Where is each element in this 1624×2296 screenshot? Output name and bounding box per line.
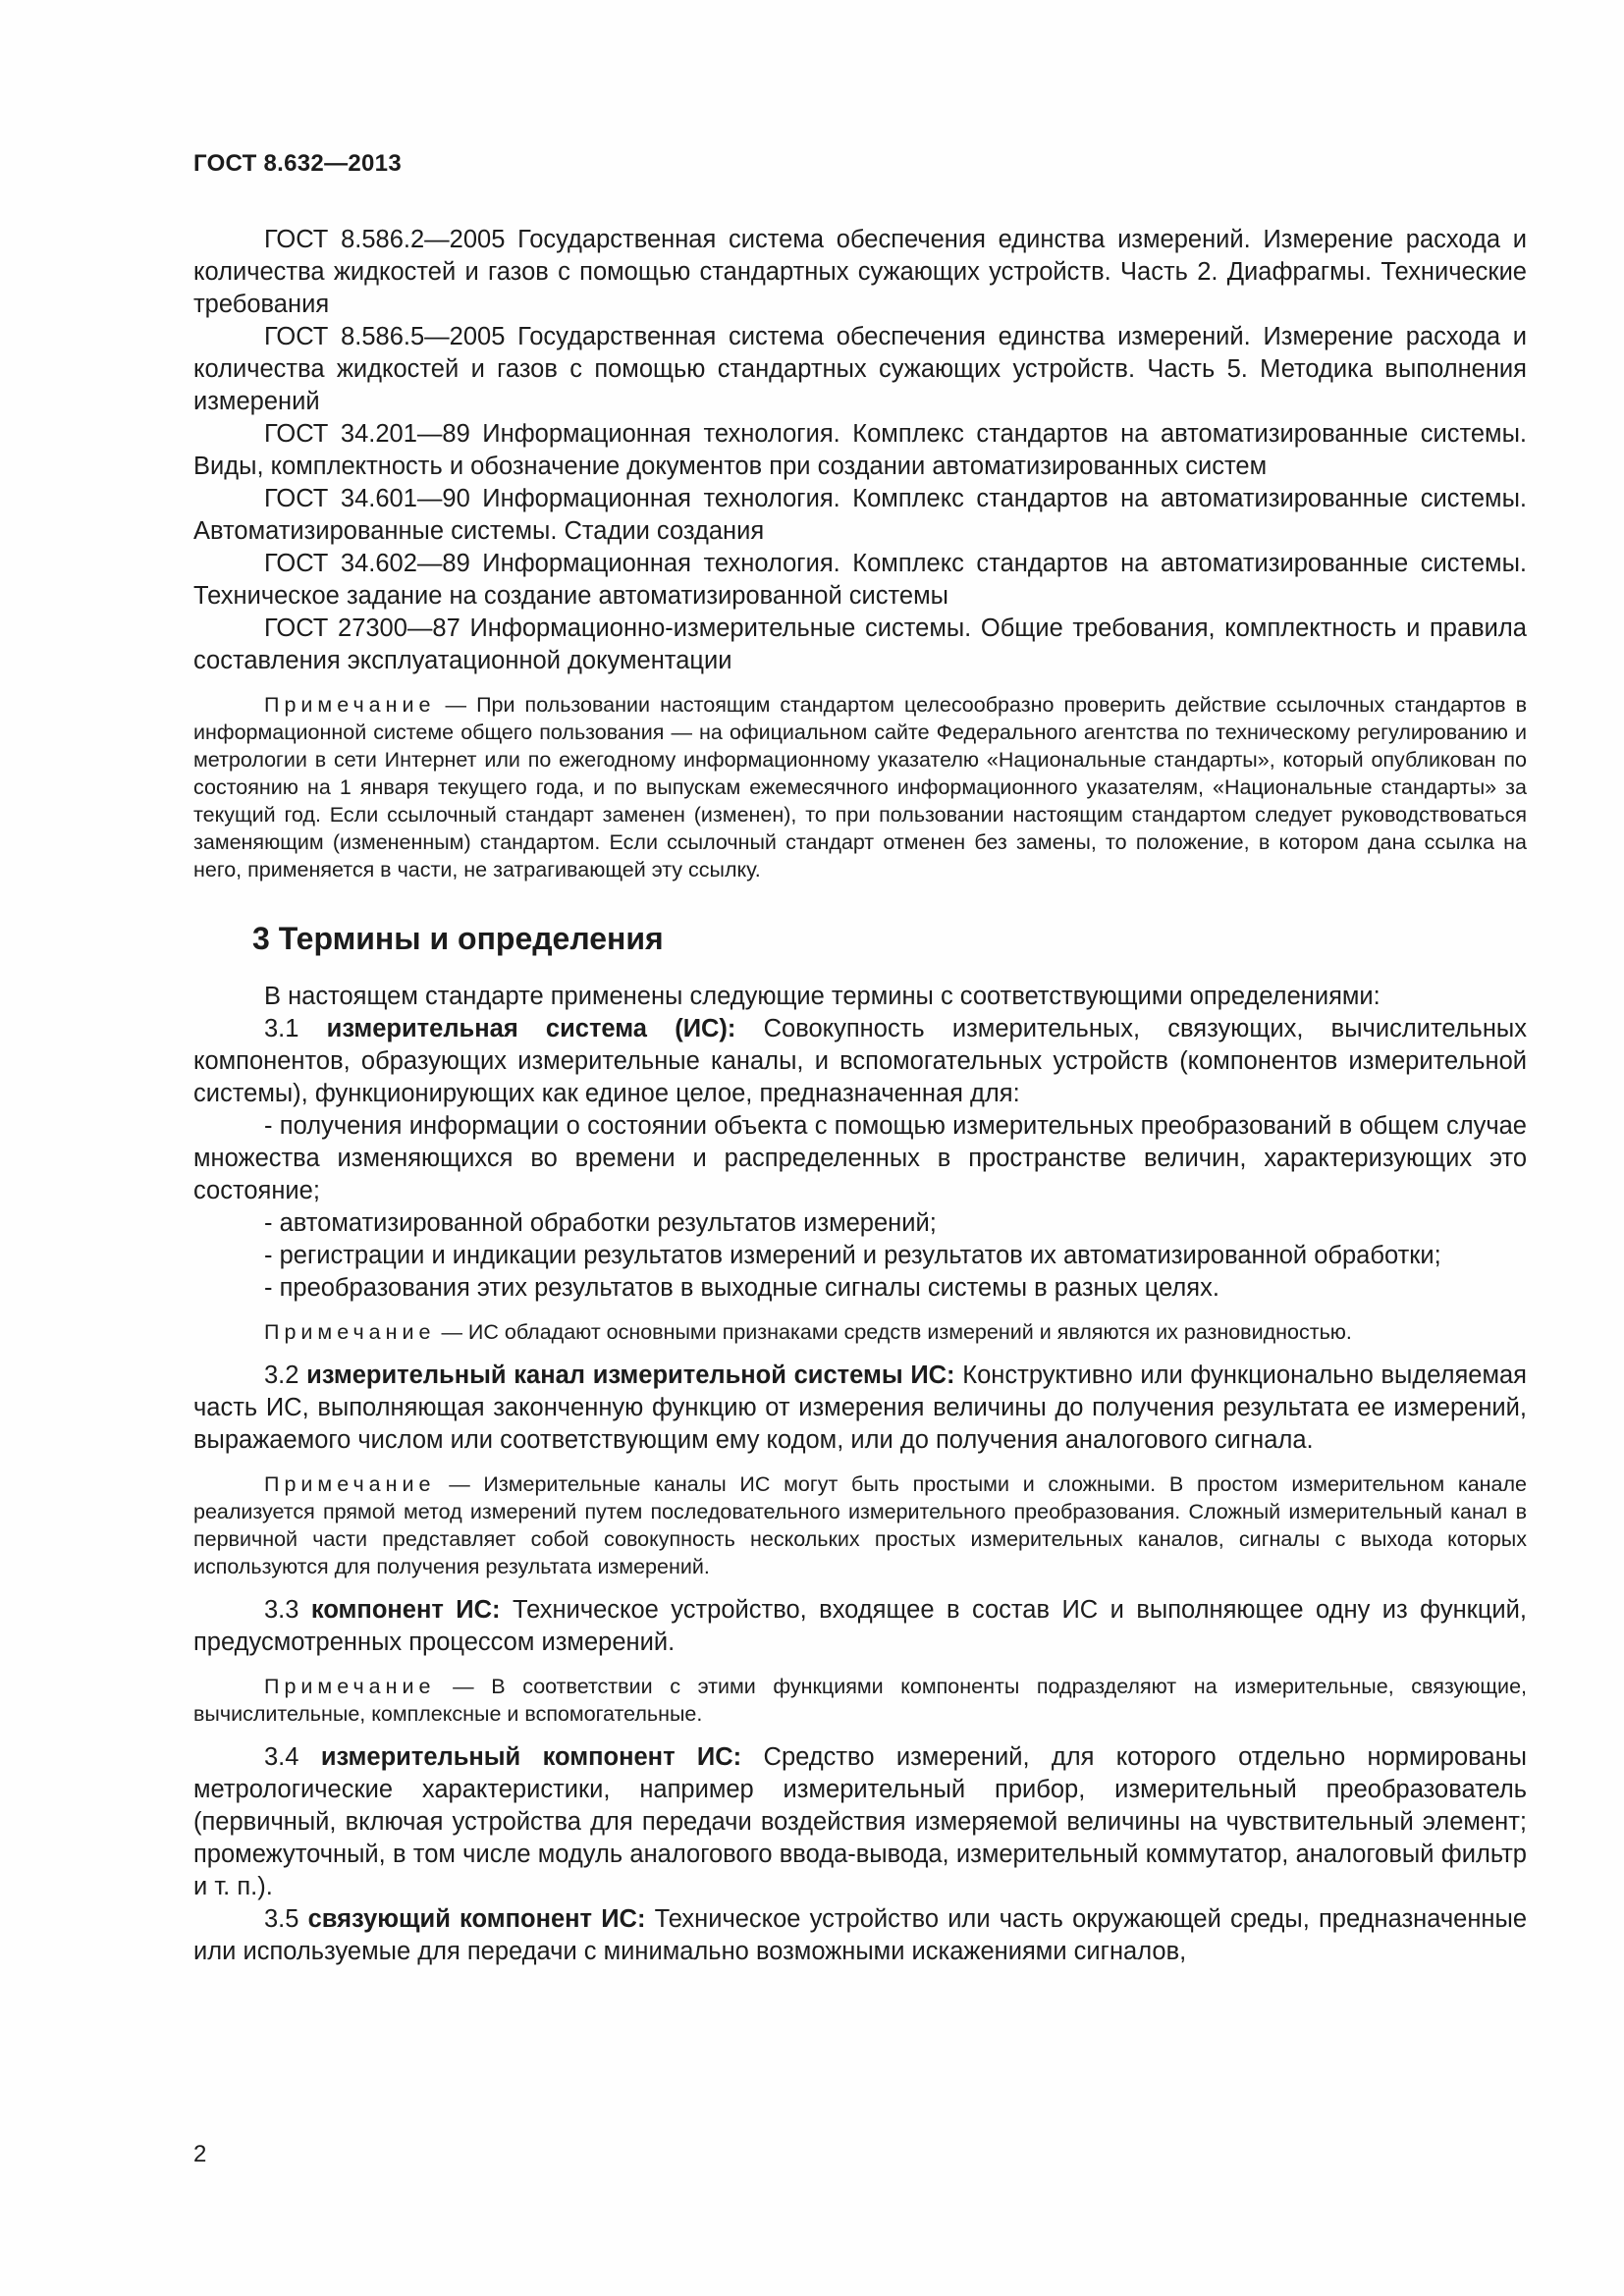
term-definition: Техническое устройство, входящее в состав ИС и выполняющее одну из функций, предусмотренных процессом измерений. [193, 1596, 1527, 1656]
term-number: 3.5 [264, 1905, 299, 1933]
term-number: 3.4 [264, 1743, 299, 1771]
term-name: измерительная система (ИС): [326, 1015, 736, 1042]
term-3-1 [193, 1013, 1527, 1110]
page-number: 2 [193, 2141, 207, 2167]
term-definition: Техническое устройство или часть окружающей среды, предназначенные или используемые для передачи с минимально возможными искажениями сигналов, [193, 1905, 1528, 1965]
note-text: — При пользовании настоящим стандартом целесообразно проверить действие ссылочных стандартов в информационной системе общего пользования — на официальном сайте Федерального агентства по техническому регулированию и метрологии в сети Интернет или по ежегодному информационному указателю «Национальные стандарты», который опубликован по состоянию на 1 января текущего года, и по выпускам ежемесячного информационного указателям, «Национальные стандарты» за текущий год. Если ссылочный стандарт заменен (изменен), то при пользовании настоящим стандартом следует руководствоваться заменяющим (измененным) стандартом. Если ссылочный стандарт отменен без замены, то положение, в котором дана ссылка на него, применяется в части, не затрагивающей эту ссылку. [193, 693, 1527, 881]
term-3-3 [193, 1594, 1527, 1659]
term-name: измерительный канал измерительной системы ИС: [306, 1362, 955, 1389]
term-note [193, 1318, 1527, 1346]
term-definition: Средство измерений, для которого отдельно нормированы метрологические характеристики, например измерительный прибор, измерительный преобразователь (первичный, включая устройства для передачи воздействия измеряемой величины на чувствительный элемент; промежуточный, в том числе модуль аналогового ввода-вывода, измерительный коммутатор, аналоговый фильтр и т. п.). [193, 1743, 1527, 1900]
term-number: 3.2 [264, 1362, 299, 1389]
list-item: - преобразования этих результатов в выходные сигналы системы в разных целях. [264, 1274, 1219, 1302]
note-label: Примечание [264, 693, 436, 717]
list-item: - автоматизированной обработки результатов измерений; [264, 1209, 937, 1237]
note-text: — Измерительные каналы ИС могут быть простыми и сложными. В простом измерительном канале реализуется прямой метод измерений путем последовательного измерительного преобразования. Сложный измерительный канал в первичной части представляет собой совокупность нескольких простых измерительных каналов, сигналы с выхода которых используются для получения результата измерений. [193, 1472, 1527, 1578]
term-note [193, 1470, 1527, 1580]
list-item: - получения информации о состоянии объекта с помощью измерительных преобразований в общем случае множества изменяющихся во времени и распределенных в пространстве величин, характеризующих это состояние; [193, 1112, 1527, 1204]
reference-item: ГОСТ 8.586.5—2005 Государственная система обеспечения единства измерений. Измерение расхода и количества жидкостей и газов с помощью стандартных сужающих устройств. Часть 5. Методика выполнения измерений [193, 323, 1527, 415]
reference-item: ГОСТ 34.602—89 Информационная технология. Комплекс стандартов на автоматизированные системы. Техническое задание на создание автоматизированной системы [193, 550, 1527, 610]
term-definition: Конструктивно или функционально выделяемая часть ИС, выполняющая законченную функцию от измерения величины до получения результата ее измерений, выражаемого числом или соответствующим ему кодом, или до получения аналогового сигнала. [193, 1362, 1527, 1454]
note-label: Примечание [264, 1472, 436, 1496]
reference-item: ГОСТ 8.586.2—2005 Государственная система обеспечения единства измерений. Измерение расхода и количества жидкостей и газов с помощью стандартных сужающих устройств. Часть 2. Диафрагмы. Технические требования [193, 226, 1527, 318]
section-intro: В настоящем стандарте применены следующие термины с соответствующими определениями: [264, 983, 1380, 1010]
term-name: измерительный компонент ИС: [320, 1743, 742, 1771]
reference-item: ГОСТ 27300—87 Информационно-измерительные системы. Общие требования, комплектность и правила составления эксплуатационной документации [193, 614, 1527, 674]
list-item: - регистрации и индикации результатов измерений и результатов их автоматизированной обработки; [264, 1242, 1441, 1269]
term-number: 3.3 [264, 1596, 299, 1624]
note-text: — В соответствии с этими функциями компоненты подразделяют на измерительные, связующие, вычислительные, комплексные и вспомогательные. [193, 1675, 1527, 1726]
note-label: Примечание [264, 1675, 436, 1698]
term-number: 3.1 [264, 1015, 299, 1042]
term-note [193, 1673, 1527, 1728]
term-name: связующий компонент ИС: [307, 1905, 646, 1933]
note-text: — ИС обладают основными признаками средств измерений и являются их разновидностью. [441, 1320, 1352, 1344]
term-3-2 [193, 1360, 1527, 1457]
reference-item: ГОСТ 34.201—89 Информационная технология. Комплекс стандартов на автоматизированные системы. Виды, комплектность и обозначение документов при создании автоматизированных систем [193, 420, 1527, 480]
section-title: 3 Термины и определения [252, 921, 664, 956]
term-definition: Совокупность измерительных, связующих, вычислительных компонентов, образующих измерительные каналы, и вспомогательных устройств (компонентов измерительной системы), функционирующих как единое целое, предназначенная для: [193, 1015, 1527, 1107]
document-code-header: ГОСТ 8.632—2013 [193, 150, 402, 177]
references-note [193, 691, 1527, 883]
reference-item: ГОСТ 34.601—90 Информационная технология. Комплекс стандартов на автоматизированные системы. Автоматизированные системы. Стадии создания [193, 485, 1527, 545]
note-label: Примечание [264, 1320, 436, 1344]
term-name: компонент ИС: [310, 1596, 501, 1624]
term-3-4 [193, 1741, 1527, 1903]
term-3-5 [193, 1903, 1527, 1968]
page-content [193, 224, 1527, 1968]
